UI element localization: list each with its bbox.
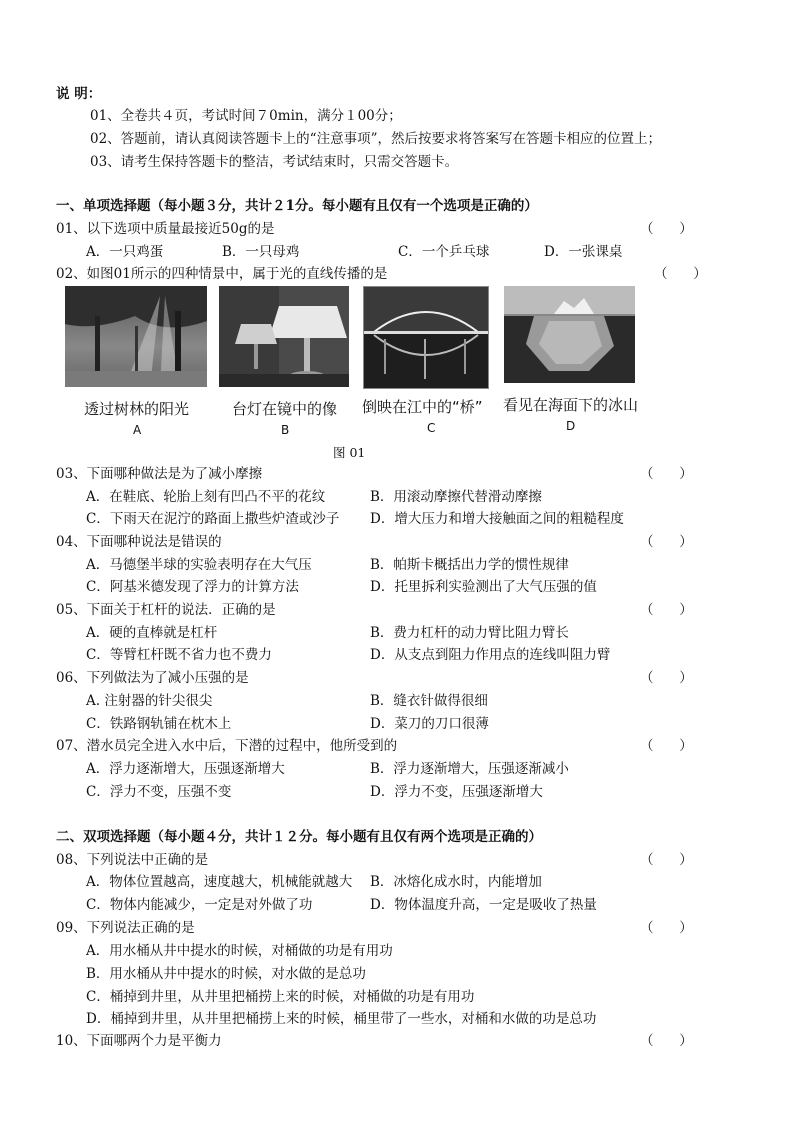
q07-answer-blank: （ ） <box>640 738 693 754</box>
q09-answer-blank: （ ） <box>640 920 693 936</box>
q09-stem: 09、下列说法正确的是 <box>56 920 195 936</box>
note-line-3: 03、请考生保持答题卡的整洁，考试结束时，只需交答题卡。 <box>90 154 459 170</box>
q10-stem: 10、下面哪两个力是平衡力 <box>56 1033 222 1049</box>
q07-option-c: C．浮力不变，压强不变 <box>86 784 232 800</box>
q03-stem: 03、下面哪种做法是为了减小摩擦 <box>56 466 263 482</box>
caption-b: 台灯在镜中的像 <box>232 400 338 418</box>
q01-answer-blank: （ ） <box>640 221 693 237</box>
q01-option-c: C．一个乒乓球 <box>398 244 490 260</box>
q01-stem: 01、以下选项中质量最接近50g的是 <box>56 221 275 237</box>
q01-option-a: A．一只鸡蛋 <box>86 244 164 260</box>
q04-option-d: D．托里拆利实验测出了大气压强的值 <box>370 579 597 595</box>
q08-option-a: A．物体位置越高，速度越大，机械能就越大 <box>86 874 353 890</box>
photo-iceberg <box>504 286 635 383</box>
q05-option-b: B．费力杠杆的动力臂比阻力臂长 <box>370 625 569 641</box>
q07-option-d: D．浮力不变，压强逐渐增大 <box>370 784 543 800</box>
q03-option-d: D．增大压力和增大接触面之间的粗糙程度 <box>370 511 624 527</box>
q02-answer-blank: （ ） <box>654 266 707 282</box>
q04-answer-blank: （ ） <box>640 534 693 550</box>
q05-option-d: D．从支点到阻力作用点的连线叫阻力臂 <box>370 647 611 663</box>
q05-option-a: A．硬的直棒就是杠杆 <box>86 625 218 641</box>
caption-c: 倒映在江中的“桥” <box>362 398 483 416</box>
caption-a: 透过树林的阳光 <box>84 400 190 418</box>
q08-answer-blank: （ ） <box>640 852 693 868</box>
section1-title: 一、单项选择题（每小题３分，共计２1分。每小题有且仅有一个选项是正确的） <box>56 198 538 214</box>
q04-option-c: C．阿基米德发现了浮力的计算方法 <box>86 579 299 595</box>
caption-d: 看见在海面下的冰山 <box>503 396 639 414</box>
q09-option-b: B．用水桶从井中提水的时候，对水做的是总功 <box>86 966 366 982</box>
q04-option-b: B．帕斯卡概括出力学的惯性规律 <box>370 557 569 573</box>
q10-answer-blank: （ ） <box>640 1033 693 1049</box>
section2-title: 二、双项选择题（每小题４分，共计１２分。每小题有且仅有两个选项是正确的） <box>56 829 542 845</box>
figure-label: 图 01 <box>333 445 366 460</box>
q05-option-c: C．等臂杠杆既不省力也不费力 <box>86 647 272 663</box>
q08-option-b: B．冰熔化成水时，内能增加 <box>370 874 542 890</box>
q06-option-b: B．缝衣针做得很细 <box>370 693 488 709</box>
note-line-2: 02、答题前，请认真阅读答题卡上的“注意事项”，然后按要求将答案写在答题卡相应的位置上； <box>90 131 661 147</box>
q03-option-b: B．用滚动摩擦代替滑动摩擦 <box>370 489 542 505</box>
q06-stem: 06、下列做法为了减小压强的是 <box>56 670 249 686</box>
q07-stem: 07、潜水员完全进入水中后，下潜的过程中，他所受到的 <box>56 738 398 754</box>
q09-option-d: D．桶掉到井里，从井里把桶捞上来的时候，桶里带了一些水，对桶和水做的功是总功 <box>86 1011 597 1027</box>
q02-stem: 02、如图01所示的四种情景中，属于光的直线传播的是 <box>56 266 388 282</box>
photo-bridge-reflection <box>363 286 489 389</box>
letter-a: A <box>133 423 142 437</box>
letter-c: C <box>427 421 436 435</box>
q03-answer-blank: （ ） <box>640 466 693 482</box>
q06-option-c: C．铁路钢轨铺在枕木上 <box>86 716 232 732</box>
q08-stem: 08、下列说法中正确的是 <box>56 852 209 868</box>
q04-stem: 04、下面哪种说法是错误的 <box>56 534 222 550</box>
q06-option-a: A. 注射器的针尖很尖 <box>86 693 213 709</box>
q04-option-a: A．马德堡半球的实验表明存在大气压 <box>86 557 312 573</box>
q06-option-d: D．菜刀的刀口很薄 <box>370 716 489 732</box>
q09-option-a: A．用水桶从井中提水的时候，对桶做的功是有用功 <box>86 943 393 959</box>
notes-heading: 说 明： <box>56 86 102 102</box>
q08-option-d: D．物体温度升高，一定是吸收了热量 <box>370 897 597 913</box>
q09-option-c: C．桶掉到井里，从井里把桶捞上来的时候，对桶做的功是有用功 <box>86 989 475 1005</box>
q06-answer-blank: （ ） <box>640 670 693 686</box>
q05-answer-blank: （ ） <box>640 602 693 618</box>
letter-d: D <box>566 419 576 433</box>
q05-stem: 05、下面关于杠杆的说法．正确的是 <box>56 602 276 618</box>
q07-option-b: B．浮力逐渐增大，压强逐渐减小 <box>370 761 569 777</box>
q01-option-b: B．一只母鸡 <box>222 244 300 260</box>
q07-option-a: A．浮力逐渐增大，压强逐渐增大 <box>86 761 285 777</box>
q08-option-c: C．物体内能减少，一定是对外做了功 <box>86 897 313 913</box>
q03-option-c: C．下雨天在泥泞的路面上撒些炉渣或沙子 <box>86 511 340 527</box>
note-line-1: 01、全卷共４页，考试时间７0min，满分１00分； <box>90 108 402 124</box>
q01-option-d: D．一张课桌 <box>544 244 623 260</box>
photo-lamp-mirror <box>219 286 349 387</box>
q03-option-a: A．在鞋底、轮胎上刻有凹凸不平的花纹 <box>86 489 326 505</box>
photo-forest-sunlight <box>65 286 207 387</box>
letter-b: B <box>281 423 290 437</box>
